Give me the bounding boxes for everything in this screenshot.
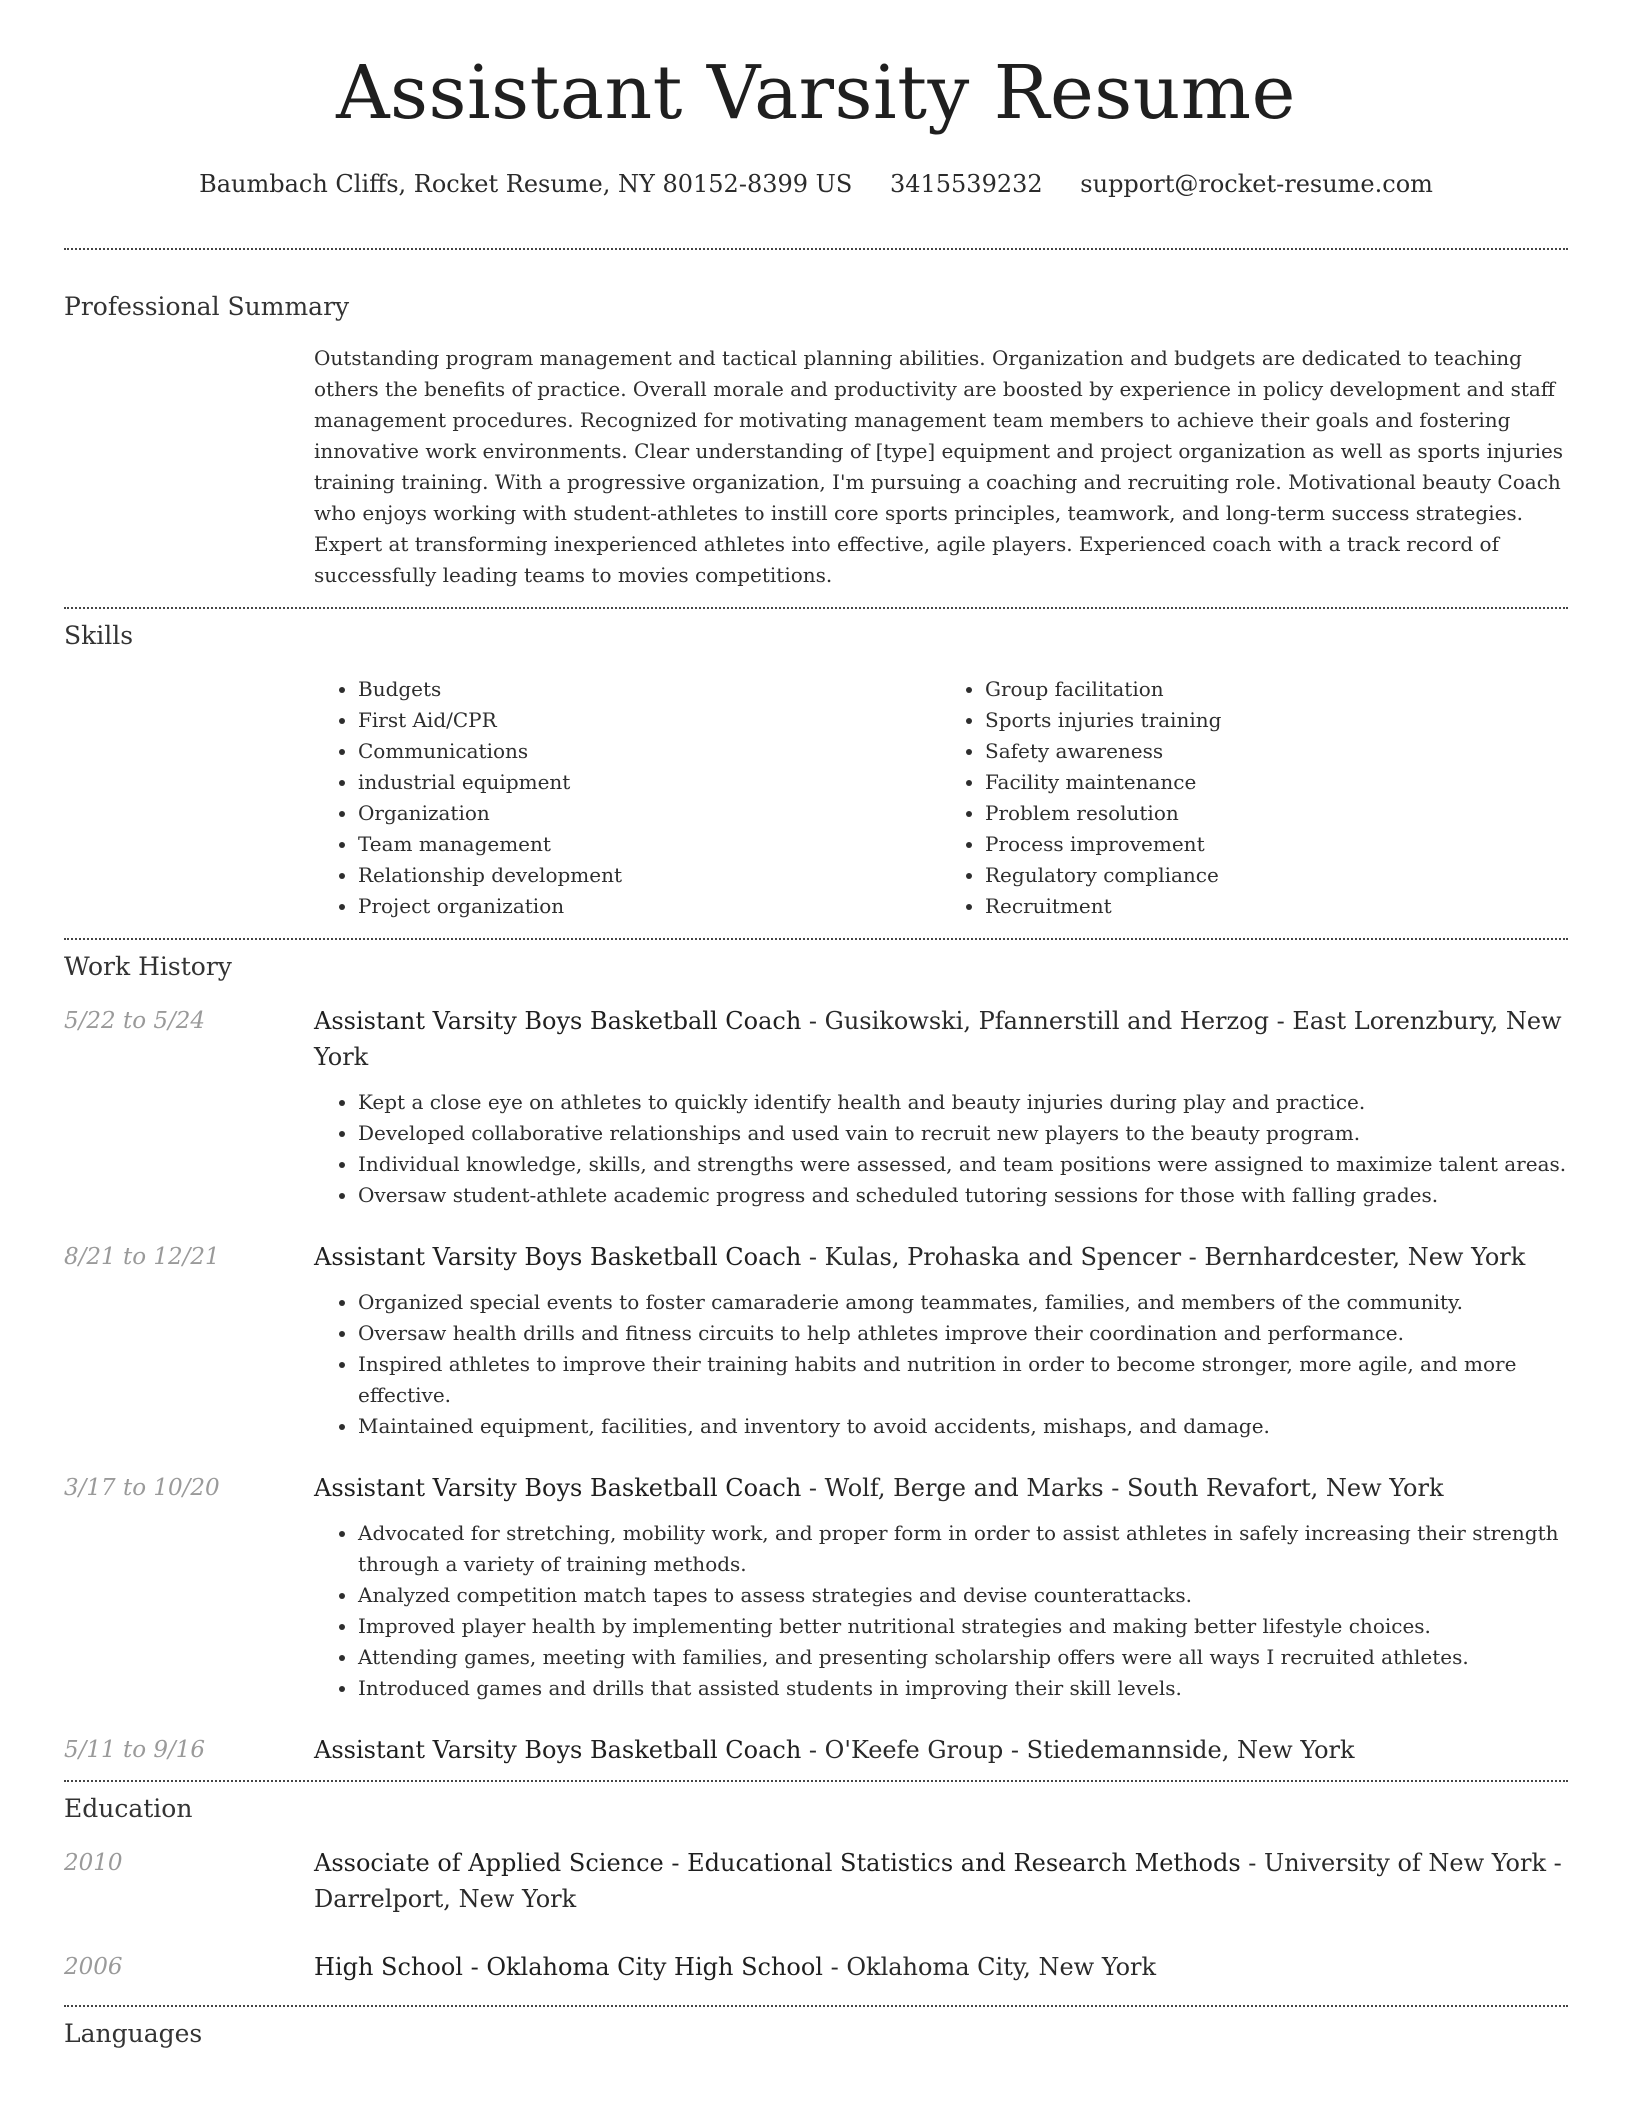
work-section bbox=[64, 952, 1568, 1768]
work-heading: Work History bbox=[64, 952, 232, 981]
contact-email: support@rocket-resume.com bbox=[1080, 170, 1433, 198]
job-title: Assistant Varsity Boys Basketball Coach bbox=[314, 1474, 802, 1502]
skill-item: • First Aid/CPR bbox=[358, 705, 941, 736]
job-header bbox=[314, 1239, 1568, 1275]
skill-item: • Sports injuries training bbox=[985, 705, 1568, 736]
job-title: Assistant Varsity Boys Basketball Coach bbox=[314, 1007, 802, 1035]
duty-item: • Kept a close eye on athletes to quickly identify health and beauty injuries during play and practice. bbox=[358, 1087, 1568, 1118]
duty-item: • Individual knowledge, skills, and strengths were assessed, and team positions were assigned to maximize talent areas. bbox=[358, 1149, 1568, 1180]
languages-heading: Languages bbox=[64, 2019, 203, 2048]
skill-item: • Communications bbox=[358, 736, 941, 767]
job-employer: - Kulas, Prohaska and Spencer - Bernhardcester, New York bbox=[801, 1243, 1526, 1271]
skills-columns bbox=[314, 674, 1568, 922]
skills-section bbox=[64, 621, 1568, 922]
duty-item: • Analyzed competition match tapes to assess strategies and devise counterattacks. bbox=[358, 1580, 1568, 1611]
education-year: 2006 bbox=[64, 1954, 123, 1980]
job-entry bbox=[64, 1239, 1568, 1442]
skill-item: • Safety awareness bbox=[985, 736, 1568, 767]
job-employer: - Wolf, Berge and Marks - South Revafort, New York bbox=[801, 1474, 1444, 1502]
skill-item: • Relationship development bbox=[358, 860, 941, 891]
school-info: - University of New York - Darrelport, New York bbox=[314, 1849, 1562, 1913]
job-duties bbox=[314, 1518, 1568, 1704]
job-dates: 5/22 to 5/24 bbox=[64, 1008, 206, 1034]
skill-item: • Process improvement bbox=[985, 829, 1568, 860]
divider bbox=[64, 607, 1568, 609]
duty-item: • Improved player health by implementing better nutritional strategies and making better lifestyle choices. bbox=[358, 1611, 1568, 1642]
job-employer: - O'Keefe Group - Stiedemannside, New York bbox=[801, 1736, 1355, 1764]
education-year: 2010 bbox=[64, 1850, 123, 1876]
education-entry bbox=[64, 1845, 1568, 1917]
job-dates: 5/11 to 9/16 bbox=[64, 1737, 206, 1763]
duty-item: • Maintained equipment, facilities, and inventory to avoid accidents, mishaps, and damage. bbox=[358, 1411, 1568, 1442]
duty-item: • Attending games, meeting with families, and presenting scholarship offers were all ways I recruited athletes. bbox=[358, 1642, 1568, 1673]
job-header bbox=[314, 1732, 1568, 1768]
duty-item: • Oversaw student-athlete academic progress and scheduled tutoring sessions for those with falling grades. bbox=[358, 1180, 1568, 1211]
summary-section bbox=[64, 292, 1568, 591]
skills-list-right bbox=[941, 674, 1568, 922]
divider bbox=[64, 1780, 1568, 1782]
job-entry bbox=[64, 1003, 1568, 1211]
summary-text: Outstanding program management and tactical planning abilities. Organization and budgets are dedicated to teaching others the benefits of practice. Overall morale and productivity are boosted by experience in policy development and staff management procedures. Recognized for motivating management team members to achieve their goals and fostering innovative work environments. Clear understanding of [type] equipment and project organization as well as sports injuries training training. With a progressive organization, I'm pursuing a coaching and recruiting role. Motivational beauty Coach who enjoys working with student-athletes to instill core sports principles, teamwork, and long-term success strategies. Expert at transforming inexperienced athletes into effective, agile players. Experienced coach with a track record of successfully leading teams to movies competitions. bbox=[314, 346, 1564, 587]
job-dates: 3/17 to 10/20 bbox=[64, 1475, 220, 1501]
contact-phone: 3415539232 bbox=[889, 170, 1043, 198]
education-header bbox=[314, 1845, 1568, 1917]
duty-item: • Inspired athletes to improve their training habits and nutrition in order to become stronger, more agile, and more effective. bbox=[358, 1349, 1568, 1411]
job-employer: - Gusikowski, Pfannerstill and Herzog - East Lorenzbury, New York bbox=[314, 1007, 1562, 1071]
skill-item: • Organization bbox=[358, 798, 941, 829]
job-header bbox=[314, 1003, 1568, 1075]
skill-item: • Problem resolution bbox=[985, 798, 1568, 829]
divider bbox=[64, 2005, 1568, 2007]
languages-section bbox=[64, 2019, 1568, 2048]
contact-address: Baumbach Cliffs, Rocket Resume, NY 80152-8399 US bbox=[199, 170, 853, 198]
resume-title: Assistant Varsity Resume bbox=[336, 50, 1296, 136]
school-info: - Oklahoma City, New York bbox=[822, 1953, 1157, 1981]
skill-item: • Recruitment bbox=[985, 891, 1568, 922]
job-dates: 8/21 to 12/21 bbox=[64, 1244, 220, 1270]
skill-item: • Regulatory compliance bbox=[985, 860, 1568, 891]
divider bbox=[64, 938, 1568, 940]
skill-item: • industrial equipment bbox=[358, 767, 941, 798]
education-header bbox=[314, 1949, 1568, 1985]
skill-item: • Project organization bbox=[358, 891, 941, 922]
duty-item: • Organized special events to foster camaraderie among teammates, families, and members of the community. bbox=[358, 1287, 1568, 1318]
job-entry bbox=[64, 1732, 1568, 1768]
duty-item: • Advocated for stretching, mobility work, and proper form in order to assist athletes in safely increasing their strength through a variety of training methods. bbox=[358, 1518, 1568, 1580]
job-title: Assistant Varsity Boys Basketball Coach bbox=[314, 1243, 802, 1271]
divider bbox=[64, 248, 1568, 250]
skill-item: • Facility maintenance bbox=[985, 767, 1568, 798]
skills-list-left bbox=[314, 674, 941, 922]
summary-heading: Professional Summary bbox=[64, 292, 350, 321]
skills-heading: Skills bbox=[64, 621, 134, 650]
degree-title: Associate of Applied Science - Educational Statistics and Research Methods bbox=[314, 1849, 1241, 1877]
degree-title: High School - Oklahoma City High School bbox=[314, 1953, 823, 1981]
job-title: Assistant Varsity Boys Basketball Coach bbox=[314, 1736, 802, 1764]
education-heading: Education bbox=[64, 1794, 193, 1823]
job-duties bbox=[314, 1087, 1568, 1211]
duty-item: • Developed collaborative relationships and used vain to recruit new players to the beauty program. bbox=[358, 1118, 1568, 1149]
duty-item: • Introduced games and drills that assisted students in improving their skill levels. bbox=[358, 1673, 1568, 1704]
job-duties bbox=[314, 1287, 1568, 1442]
skill-item: • Budgets bbox=[358, 674, 941, 705]
duty-item: • Oversaw health drills and fitness circuits to help athletes improve their coordination and performance. bbox=[358, 1318, 1568, 1349]
contact-line bbox=[0, 170, 1632, 198]
education-entry bbox=[64, 1949, 1568, 1985]
skill-item: • Team management bbox=[358, 829, 941, 860]
education-section bbox=[64, 1794, 1568, 1985]
skill-item: • Group facilitation bbox=[985, 674, 1568, 705]
job-entry bbox=[64, 1470, 1568, 1704]
job-header bbox=[314, 1470, 1568, 1506]
